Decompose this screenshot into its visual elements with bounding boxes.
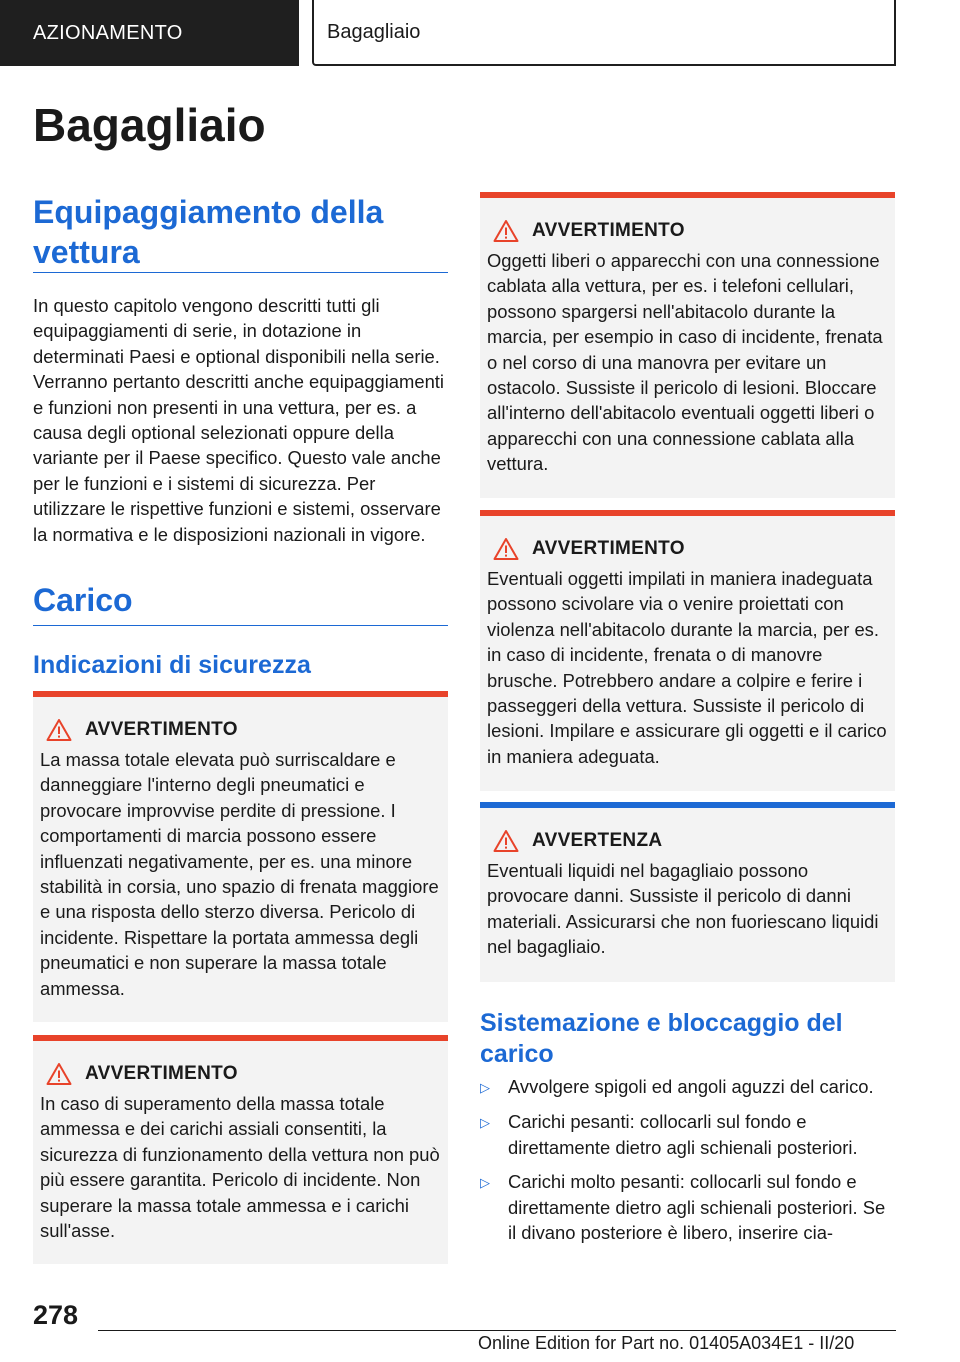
breadcrumb-label: Bagagliaio [327,20,421,43]
notice-title: AVVERTENZA [532,830,663,851]
warning-triangle-icon [493,219,519,243]
warning-box-oggetti-impilati [480,510,895,791]
warning-triangle-icon [46,718,72,742]
list-item: ▷ Carichi pesanti: collocarli sul fondo e direttamente dietro agli schienali posteriori. [480,1109,895,1160]
loading-list [480,1074,895,1254]
heading-sicurezza: Indicazioni di sicurezza [33,651,311,679]
list-item: ▷ Avvolgere spigoli ed angoli aguzzi del carico. [480,1074,895,1100]
warning-title: AVVERTIMENTO [85,1063,238,1084]
heading-equipaggiamento: Equipaggiamento della vettura [33,192,448,273]
warning-box-massa [33,691,448,1022]
heading-sistemazione: Sistemazione e bloccaggio del carico [480,1009,843,1068]
page-number: 278 [33,1300,79,1330]
warning-triangle-icon [493,829,519,853]
page-title: Bagagliaio [33,99,266,151]
triangle-bullet-icon: ▷ [480,1080,490,1095]
warning-title: AVVERTIMENTO [532,220,685,241]
warning-triangle-icon [493,537,519,561]
footer-edition: Online Edition for Part no. 01405A034E1 - II/20 [478,1333,855,1353]
section-tab[interactable] [0,0,299,66]
warning-box-carichi-assiali [33,1035,448,1264]
warning-box-oggetti-liberi [480,192,895,498]
breadcrumb [312,0,896,66]
triangle-bullet-icon: ▷ [480,1115,490,1131]
warning-text: In caso di superamento della massa totale ammessa e dei carichi assiali consentiti, la sicurezza di funzionamento della vettura non può più essere garantita. Pericolo di incidente. Non superare la massa totale ammessa e i carichi sull'asse. [40,1093,440,1242]
warning-triangle-icon [46,1062,72,1086]
warning-text: Oggetti liberi o apparecchi con una connessione cablata alla vettura, per es. i telefoni cellulari, possono spargersi nell'abitacolo durante la marcia, per esempio in caso di incidente, frenata o nel corso di una manovra per evitare un ostacolo. Sussiste il pericolo di lesioni. Bloccare all'interno dell'abitacolo eventuali oggetti liberi o apparecchi con una connessione cablata alla vettura. [487,250,883,475]
footer-divider [98,1330,896,1331]
warning-title: AVVERTIMENTO [532,538,685,559]
list-item: ▷ Carichi molto pesanti: collocarli sul fondo e direttamente dietro agli schienali posteriori. Se il divano posteriore è libero, inserire cia- [480,1169,895,1245]
heading-carico: Carico [33,580,448,626]
warning-text: La massa totale elevata può surriscaldare e danneggiare l'interno degli pneumatici e provocare improvvise perdite di pressione. I comportamenti di marcia possono essere influenzati negativamente, per es. una minore stabilità in corsia, uno spazio di frenata maggiore e una risposta dello sterzo diversa. Pericolo di incidente. Rispettare la portata ammessa degli pneumatici e non superare la massa totale ammessa. [40,749,439,999]
triangle-bullet-icon: ▷ [480,1175,490,1191]
notice-text: Eventuali liquidi nel bagagliaio possono provocare danni. Sussiste il pericolo di danni materiali. Assicurarsi che non fuoriescano liquidi nel bagagliaio. [487,860,879,958]
intro-paragraph: In questo capitolo vengono descritti tutti gli equipaggiamenti di serie, in dotazione in determinati Paesi e optional disponibili nella serie. Verranno pertanto descritti anche equipaggiamenti e funzioni non presenti in una vettura, per es. a causa degli optional selezionati oppure della variante per il Paese specifico. Questo vale anche per le funzioni e i sistemi di sicurezza. Per utilizzare le rispettive funzioni e sistemi, osservare la normativa e le disposizioni nazionali in vigore. [33,295,444,545]
notice-box-liquidi [480,802,895,982]
warning-title: AVVERTIMENTO [85,719,238,740]
section-label: AZIONAMENTO [33,21,183,44]
warning-text: Eventuali oggetti impilati in maniera inadeguata possono scivolare via o venire proiettati con violenza nell'abitacolo durante la marcia, per es. in caso di incidente, frenata o di manovre brusche. Potrebbero andare a colpire e ferire i passeggeri della vettura. Sussiste il pericolo di lesioni. Impilare e assicurare gli oggetti e il carico in maniera adeguata. [487,568,887,767]
